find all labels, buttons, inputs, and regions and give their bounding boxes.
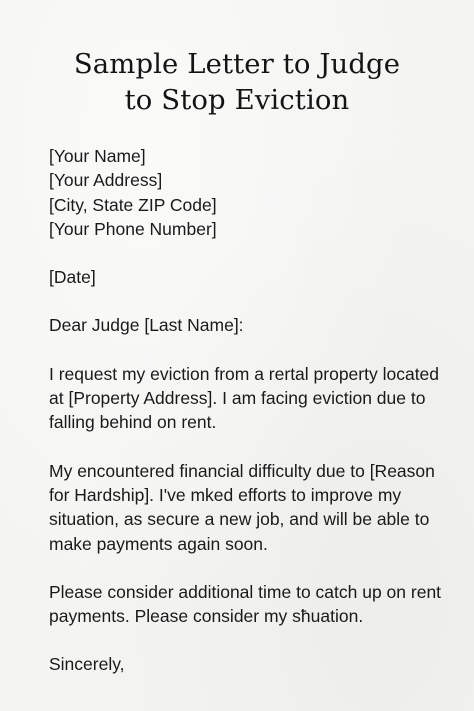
- salutation: Dear Judge [Last Name]:: [49, 315, 244, 336]
- paragraph-line: payments. Please consider my sħuation.: [49, 606, 364, 627]
- paragraph-line: falling behind on rent.: [49, 412, 217, 433]
- paragraph-line: My encountered financial difficulty due to [Reason: [49, 460, 435, 481]
- sender-address: [49, 144, 449, 241]
- paragraph-line: at [Property Address]. I am facing eviction due to: [49, 388, 426, 409]
- sender-street-address: [Your Address]: [49, 170, 163, 191]
- sender-phone: [Your Phone Number]: [49, 218, 217, 239]
- closing: Sincerely,: [49, 654, 125, 675]
- paragraph-request: [49, 362, 449, 435]
- letter-date: [Date]: [49, 267, 96, 288]
- paragraph-request-time: [49, 580, 449, 629]
- sender-city-state-zip: [City, State ZIP Code]: [49, 194, 217, 215]
- sender-name: [Your Name]: [49, 146, 146, 166]
- paragraph-line: situation, as secure a new job, and will be able to: [49, 509, 430, 530]
- paragraph-line: I request my eviction from a rertal property located: [49, 363, 440, 384]
- paragraph-line: for Hardship]. I've mked efforts to improve my: [49, 484, 402, 505]
- document-title: [0, 46, 474, 118]
- paragraph-hardship: [49, 459, 449, 556]
- title-line-1: Sample Letter to Judge: [73, 48, 401, 80]
- title-line-2: to Stop Eviction: [124, 84, 350, 116]
- paragraph-line: Please consider additional time to catch up on rent: [49, 581, 442, 602]
- paragraph-line: make payments again soon.: [49, 533, 268, 554]
- letter-body: [49, 144, 449, 677]
